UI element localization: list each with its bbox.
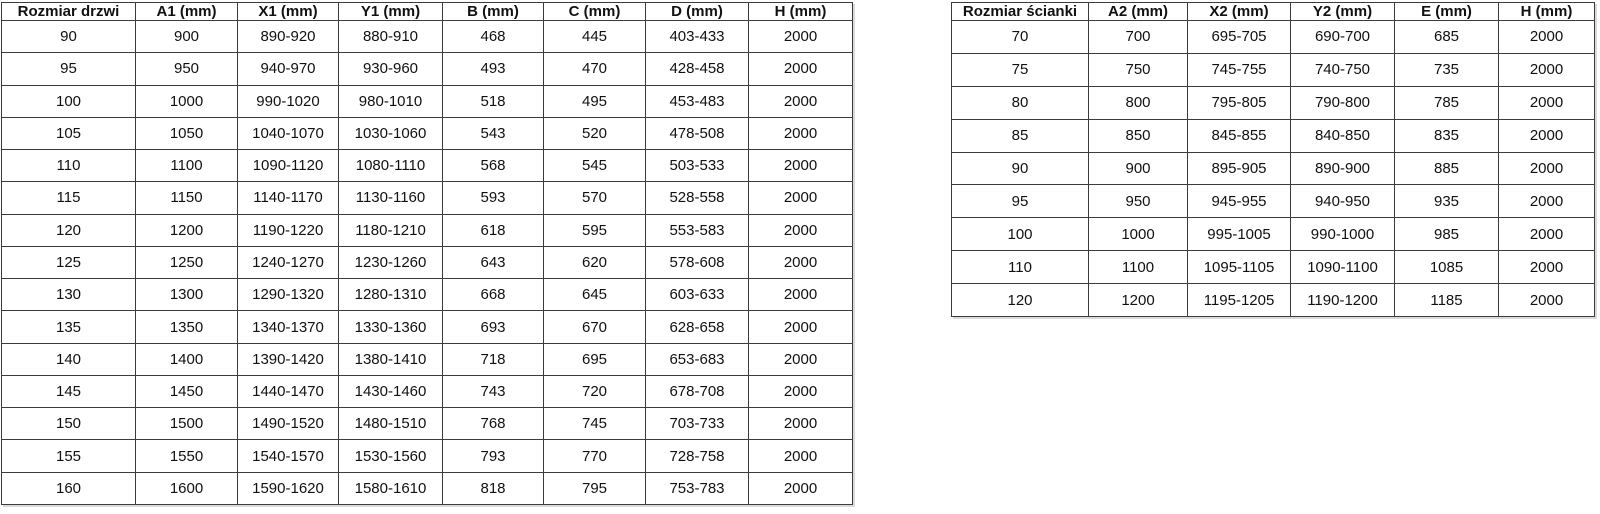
table-row [2, 440, 853, 472]
column-header: X1 (mm) [238, 3, 339, 21]
table-cell: 85 [952, 119, 1089, 152]
table-cell: 690-700 [1291, 21, 1395, 54]
table-cell: 470 [544, 53, 646, 85]
table-row [2, 21, 853, 53]
table-cell: 2000 [1499, 152, 1595, 185]
table-cell: 1100 [136, 150, 238, 182]
table-cell: 1085 [1395, 251, 1499, 284]
column-header: A1 (mm) [136, 3, 238, 21]
table-cell: 570 [544, 182, 646, 214]
table-cell: 1150 [136, 182, 238, 214]
table-row [2, 214, 853, 246]
table-cell: 1090-1120 [238, 150, 339, 182]
table-cell: 1440-1470 [238, 375, 339, 407]
table-row [952, 21, 1595, 54]
table-cell: 745-755 [1188, 53, 1291, 86]
table-cell: 2000 [749, 85, 853, 117]
door-dimensions-table [1, 2, 853, 505]
table-cell: 135 [2, 311, 136, 343]
table-cell: 2000 [1499, 251, 1595, 284]
table-cell: 950 [1089, 185, 1188, 218]
table-cell: 735 [1395, 53, 1499, 86]
table-row [952, 185, 1595, 218]
door-table-body [2, 21, 853, 505]
table-cell: 1330-1360 [339, 311, 443, 343]
table-cell: 2000 [749, 311, 853, 343]
table-cell: 703-733 [646, 408, 749, 440]
table-cell: 90 [2, 21, 136, 53]
table-cell: 2000 [749, 117, 853, 149]
table-cell: 2000 [749, 343, 853, 375]
column-header: H (mm) [749, 3, 853, 21]
table-row [952, 53, 1595, 86]
table-cell: 1380-1410 [339, 343, 443, 375]
table-cell: 695 [544, 343, 646, 375]
table-cell: 2000 [749, 279, 853, 311]
table-cell: 145 [2, 375, 136, 407]
table-cell: 95 [2, 53, 136, 85]
header-row [2, 3, 853, 21]
table-cell: 900 [1089, 152, 1188, 185]
table-cell: 445 [544, 21, 646, 53]
column-header: Y1 (mm) [339, 3, 443, 21]
table-cell: 468 [443, 21, 544, 53]
table-cell: 593 [443, 182, 544, 214]
table-row [2, 53, 853, 85]
header-row [952, 3, 1595, 21]
table-cell: 645 [544, 279, 646, 311]
table-cell: 75 [952, 53, 1089, 86]
table-cell: 785 [1395, 86, 1499, 119]
table-cell: 1600 [136, 472, 238, 504]
table-cell: 150 [2, 408, 136, 440]
table-cell: 1300 [136, 279, 238, 311]
table-cell: 1090-1100 [1291, 251, 1395, 284]
table-cell: 70 [952, 21, 1089, 54]
table-cell: 1590-1620 [238, 472, 339, 504]
table-row [2, 311, 853, 343]
table-cell: 1100 [1089, 251, 1188, 284]
table-cell: 1390-1420 [238, 343, 339, 375]
table-cell: 120 [952, 284, 1089, 317]
column-header: Y2 (mm) [1291, 3, 1395, 21]
table-cell: 140 [2, 343, 136, 375]
column-header: Rozmiar drzwi [2, 3, 136, 21]
table-cell: 718 [443, 343, 544, 375]
table-cell: 2000 [1499, 53, 1595, 86]
table-cell: 545 [544, 150, 646, 182]
table-cell: 100 [2, 85, 136, 117]
table-cell: 890-900 [1291, 152, 1395, 185]
table-cell: 930-960 [339, 53, 443, 85]
table-cell: 770 [544, 440, 646, 472]
table-cell: 1290-1320 [238, 279, 339, 311]
table-cell: 1190-1220 [238, 214, 339, 246]
table-cell: 160 [2, 472, 136, 504]
table-cell: 603-633 [646, 279, 749, 311]
column-header: A2 (mm) [1089, 3, 1188, 21]
table-cell: 990-1000 [1291, 218, 1395, 251]
table-cell: 1000 [1089, 218, 1188, 251]
table-cell: 493 [443, 53, 544, 85]
table-cell: 745 [544, 408, 646, 440]
table-cell: 653-683 [646, 343, 749, 375]
table-cell: 130 [2, 279, 136, 311]
table-cell: 995-1005 [1188, 218, 1291, 251]
table-cell: 568 [443, 150, 544, 182]
table-cell: 900 [136, 21, 238, 53]
table-row [2, 85, 853, 117]
table-cell: 693 [443, 311, 544, 343]
table-cell: 1340-1370 [238, 311, 339, 343]
table-row [952, 218, 1595, 251]
table-cell: 478-508 [646, 117, 749, 149]
table-cell: 95 [952, 185, 1089, 218]
table-cell: 750 [1089, 53, 1188, 86]
table-cell: 980-1010 [339, 85, 443, 117]
column-header: E (mm) [1395, 3, 1499, 21]
table-cell: 1280-1310 [339, 279, 443, 311]
table-cell: 595 [544, 214, 646, 246]
table-row [2, 117, 853, 149]
table-cell: 678-708 [646, 375, 749, 407]
table-cell: 2000 [1499, 218, 1595, 251]
table-cell: 628-658 [646, 311, 749, 343]
table-cell: 795 [544, 472, 646, 504]
table-cell: 950 [136, 53, 238, 85]
table-cell: 618 [443, 214, 544, 246]
table-cell: 578-608 [646, 246, 749, 278]
table-cell: 528-558 [646, 182, 749, 214]
table-cell: 743 [443, 375, 544, 407]
table-cell: 945-955 [1188, 185, 1291, 218]
table-cell: 2000 [749, 472, 853, 504]
table-cell: 503-533 [646, 150, 749, 182]
table-cell: 940-950 [1291, 185, 1395, 218]
table-cell: 840-850 [1291, 119, 1395, 152]
column-header: Rozmiar ścianki [952, 3, 1089, 21]
table-row [2, 246, 853, 278]
table-row [952, 251, 1595, 284]
table-row [952, 152, 1595, 185]
table-cell: 795-805 [1188, 86, 1291, 119]
table-cell: 700 [1089, 21, 1188, 54]
table-cell: 1490-1520 [238, 408, 339, 440]
table-cell: 155 [2, 440, 136, 472]
table-cell: 1000 [136, 85, 238, 117]
table-cell: 1450 [136, 375, 238, 407]
table-cell: 495 [544, 85, 646, 117]
table-row [2, 279, 853, 311]
table-cell: 520 [544, 117, 646, 149]
table-cell: 110 [2, 150, 136, 182]
table-cell: 2000 [1499, 86, 1595, 119]
table-cell: 543 [443, 117, 544, 149]
table-cell: 1540-1570 [238, 440, 339, 472]
table-cell: 1200 [136, 214, 238, 246]
table-cell: 403-433 [646, 21, 749, 53]
table-cell: 2000 [749, 246, 853, 278]
table-row [2, 472, 853, 504]
table-cell: 790-800 [1291, 86, 1395, 119]
table-cell: 1430-1460 [339, 375, 443, 407]
table-cell: 428-458 [646, 53, 749, 85]
table-cell: 845-855 [1188, 119, 1291, 152]
table-cell: 740-750 [1291, 53, 1395, 86]
table-cell: 1195-1205 [1188, 284, 1291, 317]
table-cell: 695-705 [1188, 21, 1291, 54]
table-cell: 518 [443, 85, 544, 117]
table-cell: 1180-1210 [339, 214, 443, 246]
table-cell: 940-970 [238, 53, 339, 85]
table-cell: 120 [2, 214, 136, 246]
table-cell: 2000 [749, 214, 853, 246]
table-cell: 2000 [749, 150, 853, 182]
table-cell: 1480-1510 [339, 408, 443, 440]
table-cell: 2000 [749, 375, 853, 407]
table-cell: 1230-1260 [339, 246, 443, 278]
table-cell: 1140-1170 [238, 182, 339, 214]
table-cell: 850 [1089, 119, 1188, 152]
table-cell: 2000 [1499, 21, 1595, 54]
table-row [2, 150, 853, 182]
table-cell: 115 [2, 182, 136, 214]
column-header: H (mm) [1499, 3, 1595, 21]
table-cell: 1095-1105 [1188, 251, 1291, 284]
table-cell: 125 [2, 246, 136, 278]
table-cell: 670 [544, 311, 646, 343]
table-cell: 880-910 [339, 21, 443, 53]
table-cell: 2000 [749, 440, 853, 472]
table-cell: 800 [1089, 86, 1188, 119]
table-cell: 885 [1395, 152, 1499, 185]
door-table-header-row [2, 3, 853, 21]
column-header: X2 (mm) [1188, 3, 1291, 21]
table-row [2, 408, 853, 440]
table-cell: 753-783 [646, 472, 749, 504]
table-cell: 2000 [1499, 119, 1595, 152]
table-cell: 1350 [136, 311, 238, 343]
table-cell: 890-920 [238, 21, 339, 53]
table-cell: 793 [443, 440, 544, 472]
table-row [952, 284, 1595, 317]
table-cell: 1040-1070 [238, 117, 339, 149]
wall-table-body [952, 21, 1595, 317]
table-row [952, 119, 1595, 152]
table-cell: 935 [1395, 185, 1499, 218]
wall-table-header-row [952, 3, 1595, 21]
table-row [2, 343, 853, 375]
column-header: B (mm) [443, 3, 544, 21]
table-cell: 105 [2, 117, 136, 149]
table-cell: 453-483 [646, 85, 749, 117]
table-cell: 720 [544, 375, 646, 407]
table-cell: 1050 [136, 117, 238, 149]
table-cell: 1550 [136, 440, 238, 472]
table-cell: 818 [443, 472, 544, 504]
table-cell: 685 [1395, 21, 1499, 54]
table-cell: 110 [952, 251, 1089, 284]
table-cell: 1580-1610 [339, 472, 443, 504]
table-cell: 1500 [136, 408, 238, 440]
wall-dimensions-table [951, 2, 1595, 317]
table-cell: 1530-1560 [339, 440, 443, 472]
table-row [2, 375, 853, 407]
table-cell: 620 [544, 246, 646, 278]
table-cell: 895-905 [1188, 152, 1291, 185]
table-cell: 668 [443, 279, 544, 311]
table-cell: 1400 [136, 343, 238, 375]
table-cell: 985 [1395, 218, 1499, 251]
table-cell: 2000 [1499, 284, 1595, 317]
table-cell: 1130-1160 [339, 182, 443, 214]
table-cell: 2000 [749, 21, 853, 53]
table-cell: 1250 [136, 246, 238, 278]
table-cell: 1190-1200 [1291, 284, 1395, 317]
table-cell: 90 [952, 152, 1089, 185]
table-cell: 990-1020 [238, 85, 339, 117]
table-cell: 553-583 [646, 214, 749, 246]
table-cell: 1080-1110 [339, 150, 443, 182]
table-cell: 835 [1395, 119, 1499, 152]
table-cell: 1030-1060 [339, 117, 443, 149]
column-header: C (mm) [544, 3, 646, 21]
table-cell: 2000 [749, 53, 853, 85]
table-cell: 2000 [749, 182, 853, 214]
column-header: D (mm) [646, 3, 749, 21]
table-row [952, 86, 1595, 119]
table-cell: 1185 [1395, 284, 1499, 317]
table-cell: 643 [443, 246, 544, 278]
table-cell: 2000 [749, 408, 853, 440]
table-cell: 2000 [1499, 185, 1595, 218]
table-cell: 1200 [1089, 284, 1188, 317]
table-cell: 100 [952, 218, 1089, 251]
table-cell: 768 [443, 408, 544, 440]
table-cell: 1240-1270 [238, 246, 339, 278]
table-row [2, 182, 853, 214]
table-cell: 728-758 [646, 440, 749, 472]
table-cell: 80 [952, 86, 1089, 119]
